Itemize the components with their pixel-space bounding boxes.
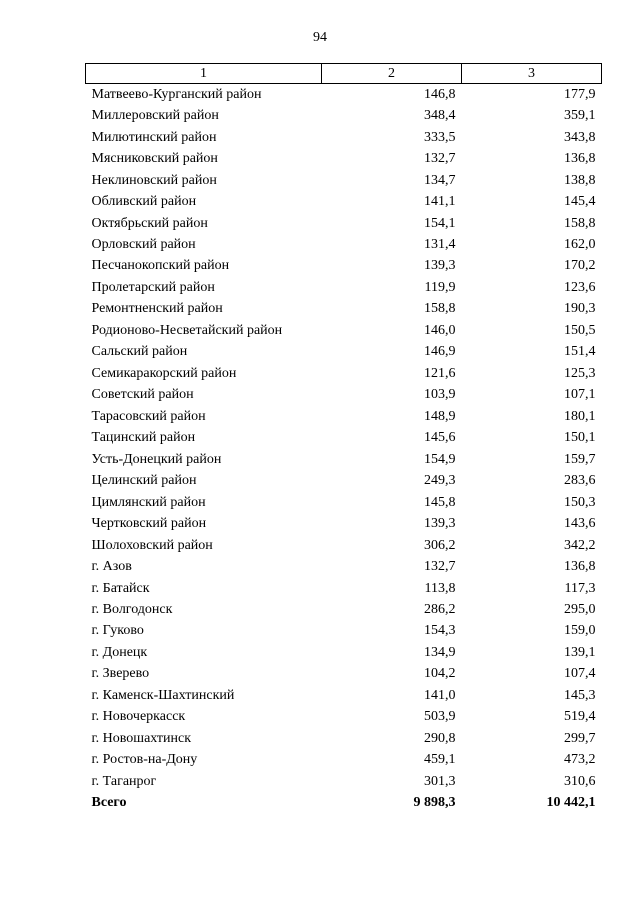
value-col-3: 159,0 — [564, 623, 596, 639]
table-row — [86, 750, 602, 771]
value-col-2: 503,9 — [424, 709, 456, 725]
value-col-3: 107,4 — [564, 666, 596, 682]
value-col-2: 141,0 — [424, 687, 456, 703]
value-col-2: 146,8 — [424, 86, 456, 102]
area-name: Целинский район — [91, 473, 197, 489]
area-name: Неклиновский район — [91, 172, 217, 188]
table-row — [86, 170, 602, 191]
value-col-2: 154,1 — [424, 215, 456, 231]
value-col-2: 459,1 — [424, 752, 456, 768]
table-row — [86, 599, 602, 620]
value-col-3: 342,2 — [564, 537, 596, 553]
area-name: Октябрьский район — [91, 215, 208, 231]
area-name: г. Гуково — [91, 623, 144, 639]
table-row — [86, 234, 602, 255]
area-name: Шолоховский район — [91, 537, 213, 553]
value-col-2: 286,2 — [424, 601, 456, 617]
value-col-3: 299,7 — [564, 730, 596, 746]
area-name: Матвеево-Курганский район — [91, 86, 262, 102]
value-col-3: 143,6 — [564, 516, 596, 532]
value-col-3: 162,0 — [564, 237, 596, 253]
value-col-2: 249,3 — [424, 473, 456, 489]
area-name: г. Зверево — [91, 666, 150, 682]
table-row — [86, 320, 602, 341]
area-name: Ремонтненский район — [91, 301, 223, 317]
value-col-3: 180,1 — [564, 408, 596, 424]
table-row — [86, 105, 602, 126]
table-row — [86, 213, 602, 234]
area-name: г. Каменск-Шахтинский — [91, 687, 235, 703]
table-row — [86, 664, 602, 685]
area-name: Пролетарский район — [91, 279, 215, 295]
value-col-3: 159,7 — [564, 451, 596, 467]
column-header-3: 3 — [462, 64, 602, 84]
table-row — [86, 84, 602, 106]
value-col-3: 125,3 — [564, 365, 596, 381]
table-row — [86, 277, 602, 298]
value-col-2: 154,9 — [424, 451, 456, 467]
area-name: Обливский район — [91, 194, 197, 210]
table-row — [86, 406, 602, 427]
value-col-3: 295,0 — [564, 601, 596, 617]
value-col-3: 150,5 — [564, 322, 596, 338]
value-col-2: 139,3 — [424, 258, 456, 274]
area-name: Милютинский район — [91, 129, 217, 145]
value-col-3: 170,2 — [564, 258, 596, 274]
value-col-2: 121,6 — [424, 365, 456, 381]
value-col-3: 136,8 — [564, 151, 596, 167]
table-row — [86, 470, 602, 491]
value-col-3: 138,8 — [564, 172, 596, 188]
value-col-3: 150,1 — [564, 430, 596, 446]
value-col-2: 145,6 — [424, 430, 456, 446]
table-row — [86, 191, 602, 212]
value-col-2: 145,8 — [424, 494, 456, 510]
table-row — [86, 556, 602, 577]
value-col-2: 132,7 — [424, 559, 456, 575]
area-name: Родионово-Несветайский район — [91, 322, 283, 338]
table-row — [86, 513, 602, 534]
value-col-2: 139,3 — [424, 516, 456, 532]
area-name: г. Азов — [91, 559, 132, 575]
area-name: Миллеровский район — [91, 108, 219, 124]
value-col-3: 310,6 — [564, 773, 596, 789]
value-col-2: 132,7 — [424, 151, 456, 167]
table-row — [86, 728, 602, 749]
value-col-2: 306,2 — [424, 537, 456, 553]
table-row — [86, 385, 602, 406]
area-name: Семикаракорский район — [91, 365, 237, 381]
value-col-2: 113,8 — [424, 580, 456, 596]
area-name: Чертковский район — [91, 516, 207, 532]
value-col-3: 158,8 — [564, 215, 596, 231]
table-row — [86, 771, 602, 792]
value-col-2: 290,8 — [424, 730, 456, 746]
value-col-3: 359,1 — [564, 108, 596, 124]
value-col-3: 190,3 — [564, 301, 596, 317]
table-row — [86, 363, 602, 384]
value-col-2: 146,0 — [424, 322, 456, 338]
value-col-3: 117,3 — [564, 580, 596, 596]
area-name: Песчанокопский район — [91, 258, 230, 274]
table-row — [86, 148, 602, 169]
value-col-3: 107,1 — [564, 387, 596, 403]
area-name: Всего — [91, 795, 127, 811]
value-col-3: 10 442,1 — [546, 795, 596, 811]
value-col-3: 473,2 — [564, 752, 596, 768]
table-row — [86, 685, 602, 706]
value-col-2: 134,7 — [424, 172, 456, 188]
area-name: Сальский район — [91, 344, 188, 360]
table-row — [86, 578, 602, 599]
value-col-2: 131,4 — [424, 237, 456, 253]
table-row — [86, 535, 602, 556]
value-col-2: 301,3 — [424, 773, 456, 789]
value-col-2: 154,3 — [424, 623, 456, 639]
value-col-2: 103,9 — [424, 387, 456, 403]
value-col-2: 348,4 — [424, 108, 456, 124]
table-row — [86, 449, 602, 470]
column-header-1: 1 — [86, 64, 322, 84]
area-name: г. Волгодонск — [91, 601, 173, 617]
area-name: г. Новошахтинск — [91, 730, 192, 746]
table-row — [86, 642, 602, 663]
value-col-3: 283,6 — [564, 473, 596, 489]
value-col-2: 148,9 — [424, 408, 456, 424]
value-col-3: 123,6 — [564, 279, 596, 295]
table-row — [86, 492, 602, 513]
area-name: Тарасовский район — [91, 408, 206, 424]
value-col-3: 139,1 — [564, 644, 596, 660]
area-name: г. Батайск — [91, 580, 150, 596]
total-row — [86, 792, 602, 813]
value-col-2: 9 898,3 — [413, 795, 456, 811]
value-col-3: 151,4 — [564, 344, 596, 360]
data-table — [85, 63, 602, 814]
value-col-3: 343,8 — [564, 129, 596, 145]
area-name: Цимлянский район — [91, 494, 206, 510]
column-header-2: 2 — [322, 64, 462, 84]
header-row — [86, 64, 602, 84]
table-row — [86, 127, 602, 148]
page-number: 94 — [313, 30, 327, 45]
table-row — [86, 707, 602, 728]
area-name: Орловский район — [91, 237, 196, 253]
area-name: г. Новочеркасск — [91, 709, 186, 725]
value-col-2: 333,5 — [424, 129, 456, 145]
value-col-2: 158,8 — [424, 301, 456, 317]
table-row — [86, 428, 602, 449]
value-col-2: 141,1 — [424, 194, 456, 210]
table-body — [86, 84, 602, 814]
table-row — [86, 256, 602, 277]
value-col-3: 136,8 — [564, 559, 596, 575]
area-name: Советский район — [91, 387, 194, 403]
value-col-3: 145,4 — [564, 194, 596, 210]
area-name: г. Таганрог — [91, 773, 157, 789]
table-row — [86, 621, 602, 642]
value-col-3: 145,3 — [564, 687, 596, 703]
value-col-2: 134,9 — [424, 644, 456, 660]
area-name: г. Донецк — [91, 644, 148, 660]
value-col-3: 519,4 — [564, 709, 596, 725]
area-name: г. Ростов-на-Дону — [91, 752, 198, 768]
area-name: Усть-Донецкий район — [91, 451, 222, 467]
area-name: Тацинский район — [91, 430, 196, 446]
table-row — [86, 342, 602, 363]
value-col-2: 104,2 — [424, 666, 456, 682]
area-name: Мясниковский район — [91, 151, 218, 167]
value-col-3: 150,3 — [564, 494, 596, 510]
table-row — [86, 299, 602, 320]
value-col-3: 177,9 — [564, 86, 596, 102]
value-col-2: 119,9 — [424, 279, 456, 295]
value-col-2: 146,9 — [424, 344, 456, 360]
